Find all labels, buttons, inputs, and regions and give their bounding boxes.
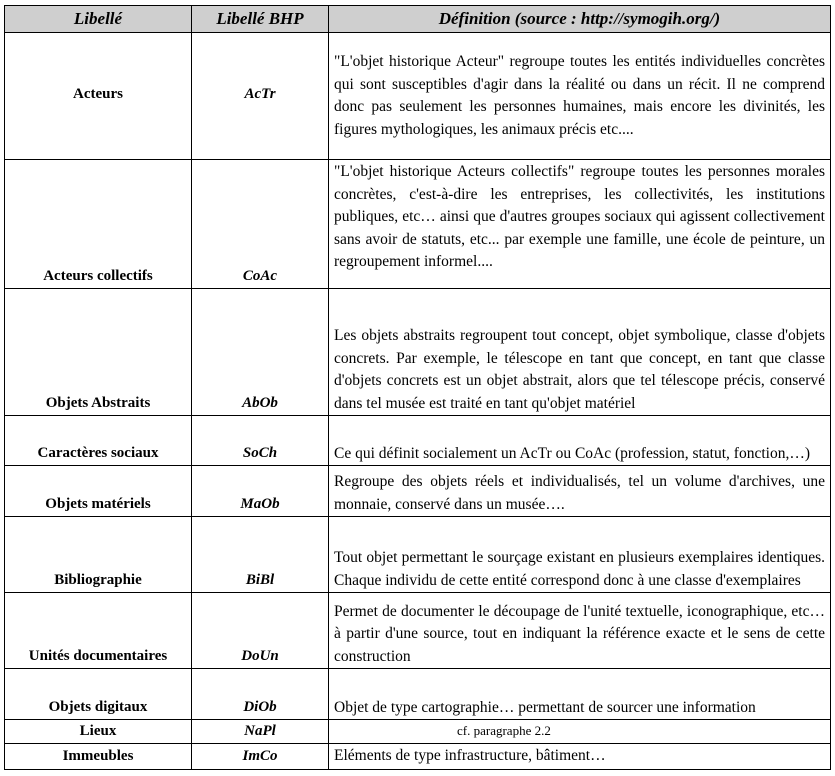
header-libelle-bhp: Libellé BHP	[192, 6, 329, 33]
row-code: AcTr	[192, 33, 329, 160]
row-definition: Permet de documenter le découpage de l'unité textuelle, iconographique, etc… à partir d'une source, tout en indiquant la référence exacte et le sens de cette construction	[329, 593, 831, 669]
row-code: DiOb	[192, 669, 329, 720]
row-definition: Eléments de type infrastructure, bâtiment…	[329, 744, 831, 770]
row-label: Acteurs collectifs	[5, 160, 192, 289]
row-label: Acteurs	[5, 33, 192, 160]
row-definition: Les objets abstraits regroupent tout concept, objet symbolique, classe d'objets concrets. Par exemple, le télescope en tant que concept, en tant que classe d'objets concrets est un objet abstrait, alors que tel télescope précis, conservé dans tel musée est traité en tant qu'objet matériel	[329, 289, 831, 416]
table-row	[5, 517, 831, 593]
row-code: BiBl	[192, 517, 329, 593]
row-label: Immeubles	[5, 744, 192, 770]
row-label: Unités documentaires	[5, 593, 192, 669]
table-row	[5, 669, 831, 720]
row-code: DoUn	[192, 593, 329, 669]
row-definition: Tout objet permettant le sourçage existant en plusieurs exemplaires identiques. Chaque individu de cette entité correspond donc à une classe d'exemplaires	[329, 517, 831, 593]
row-label: Lieux	[5, 720, 192, 744]
row-code: SoCh	[192, 416, 329, 466]
row-definition: Ce qui définit socialement un AcTr ou CoAc (profession, statut, fonction,…)	[329, 416, 831, 466]
row-definition: "L'objet historique Acteur" regroupe toutes les entités individuelles concrètes qui sont susceptibles d'agir dans la réalité ou dans un récit. Il ne comprend donc pas seulement les personnes humaines, mais encore les divinités, les figures mythologiques, les animaux précis etc....	[329, 33, 831, 160]
table-row	[5, 720, 831, 744]
table-row	[5, 160, 831, 289]
table-row	[5, 593, 831, 669]
row-definition: Regroupe des objets réels et individualisés, tel un volume d'archives, une monnaie, conservé dans un musée….	[329, 466, 831, 517]
row-code: MaOb	[192, 466, 329, 517]
row-label: Bibliographie	[5, 517, 192, 593]
row-label: Objets digitaux	[5, 669, 192, 720]
row-label: Objets Abstraits	[5, 289, 192, 416]
table-row	[5, 466, 831, 517]
definitions-table-container	[4, 5, 831, 770]
header-definition: Définition (source : http://symogih.org/)	[329, 6, 831, 33]
table-row	[5, 416, 831, 466]
definitions-table	[4, 5, 831, 770]
table-row	[5, 744, 831, 770]
row-code: AbOb	[192, 289, 329, 416]
row-code: ImCo	[192, 744, 329, 770]
row-label: Objets matériels	[5, 466, 192, 517]
row-code: CoAc	[192, 160, 329, 289]
row-definition: cf. paragraphe 2.2	[329, 720, 831, 744]
row-code: NaPl	[192, 720, 329, 744]
row-definition: "L'objet historique Acteurs collectifs" regroupe toutes les personnes morales concrètes, c'est-à-dire les entreprises, les collectivités, les institutions publiques, etc… ainsi que d'autres groupes sociaux qui agissent collectivement sans avoir de statuts, etc... par exemple une famille, une école de peinture, un regroupement informel....	[329, 160, 831, 289]
row-label: Caractères sociaux	[5, 416, 192, 466]
header-libelle: Libellé	[5, 6, 192, 33]
table-header-row	[5, 6, 831, 33]
row-definition: Objet de type cartographie… permettant de sourcer une information	[329, 669, 831, 720]
table-row	[5, 289, 831, 416]
table-row	[5, 33, 831, 160]
